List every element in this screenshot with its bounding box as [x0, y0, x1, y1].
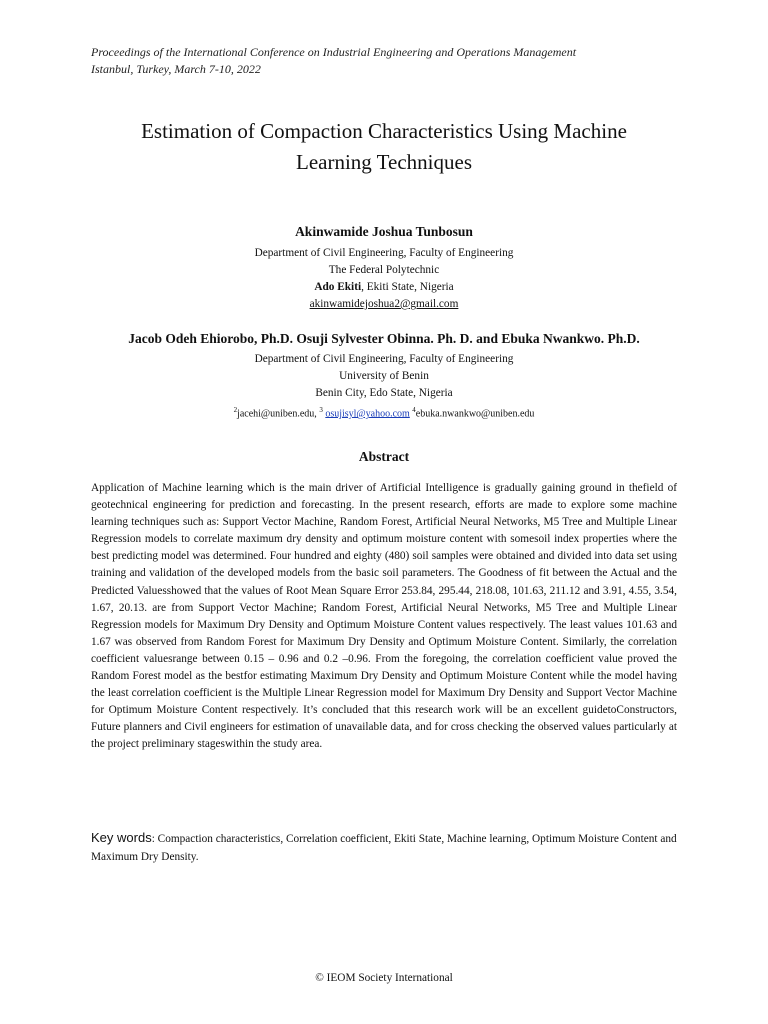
proceedings-line-1: Proceedings of the International Conference on Industrial Engineering and Operations Management — [91, 45, 577, 59]
keywords-section — [91, 829, 677, 866]
email-jacehi: jacehi@uniben.edu, — [237, 408, 320, 420]
keywords-label: Key words — [91, 830, 152, 845]
first-author-email-link[interactable]: akinwamidejoshua2@gmail.com — [309, 298, 459, 310]
email-ebuka: ebuka.nwankwo@uniben.edu — [415, 408, 535, 420]
abstract-heading: Abstract — [358, 449, 410, 464]
co-authors-department: Department of Civil Engineering, Faculty of Engineering — [254, 353, 514, 365]
paper-title — [0, 116, 768, 178]
co-authors-institution: University of Benin — [339, 370, 429, 382]
city-rest: , Ekiti State, Nigeria — [361, 281, 454, 293]
abstract-body: Application of Machine learning which is the main driver of Artificial Intelligence is gradually gaining ground in thefield of geotechnical engineering for prediction and forecasting. In the present research, efforts are made to explore some machine learning techniques such as: Support Vector Machine, Random Forest, Artificial Neural Networks, M5 Tree and Multiple Linear Regression models to correlate maximum dry density and optimum moisture content with somesoil index properties where the best predicting model was determined. Four hundred and eighty (480) soil samples were obtained and divided into data set using training and validation of the developed models from the basic soil parameters. The Goodness of fit between the Actual and the Predicted Valuesshowed that the values of Root Mean Square Error 253.84, 295.44, 218.08, 101.63, 211.12 and 3.91, 4.55, 3.54, 1.67, 20.13. are from Support Vector Machine; Random Forest, Artificial Neural Networks, M5 Tree and Multiple Linear Regression models for Maximum Dry Density and Optimum Moisture Content values respectively. The least values 101.63 and 1.67 was observed from Random Forest for Maximum Dry Density and Optimum Moisture Content. Similarly, the correlation coefficient valuesrange between 0.15 – 0.96 and 0.2 –0.96. From the foregoing, the correlation coefficient value proved the Random Forest model as the bestfor estimating Maximum Dry Density and Optimum Moisture Content while the model having the least correlation coefficient is the Multiple Linear Regression model for Maximum Dry Density and Support Vector Machine for Optimum Moisture Content respectively. It’s concluded that this research work will be an excellent guidetoConstructors, Future planners and Civil engineers for estimation of unavailable data, and for cross checking the observed values particularly at the project preliminary stageswithin the study area. — [91, 482, 677, 751]
superscript-3: 3 — [319, 406, 323, 414]
first-author-affiliation — [0, 245, 768, 313]
co-authors-names: Jacob Odeh Ehiorobo, Ph.D. Osuji Sylvester Obinna. Ph. D. and Ebuka Nwankwo. Ph.D. — [128, 331, 640, 346]
first-author-name: Akinwamide Joshua Tunbosun — [295, 224, 473, 239]
copyright-footer: © IEOM Society International — [315, 972, 453, 984]
co-authors-affiliation — [0, 351, 768, 422]
first-author-location — [0, 279, 768, 296]
co-authors-emails — [0, 402, 768, 422]
superscript-4: 4 — [412, 406, 416, 414]
title-line-1: Estimation of Compaction Characteristics Using Machine — [141, 119, 627, 143]
first-author-institution: The Federal Polytechnic — [328, 264, 440, 276]
proceedings-header — [91, 44, 576, 78]
first-author-department: Department of Civil Engineering, Faculty of Engineering — [254, 247, 514, 259]
superscript-2: 2 — [233, 406, 238, 414]
co-authors-location: Benin City, Edo State, Nigeria — [315, 387, 453, 399]
keywords-text: : Compaction characteristics, Correlation coefficient, Ekiti State, Machine learning, Optimum Moisture Content and Maximum Dry Density. — [91, 833, 677, 863]
proceedings-line-2: Istanbul, Turkey, March 7-10, 2022 — [91, 62, 261, 76]
title-line-2: Learning Techniques — [296, 150, 472, 174]
email-osujisyl-link[interactable]: osujisyl@yahoo.com — [325, 408, 410, 420]
city-bold: Ado Ekiti — [314, 281, 362, 293]
